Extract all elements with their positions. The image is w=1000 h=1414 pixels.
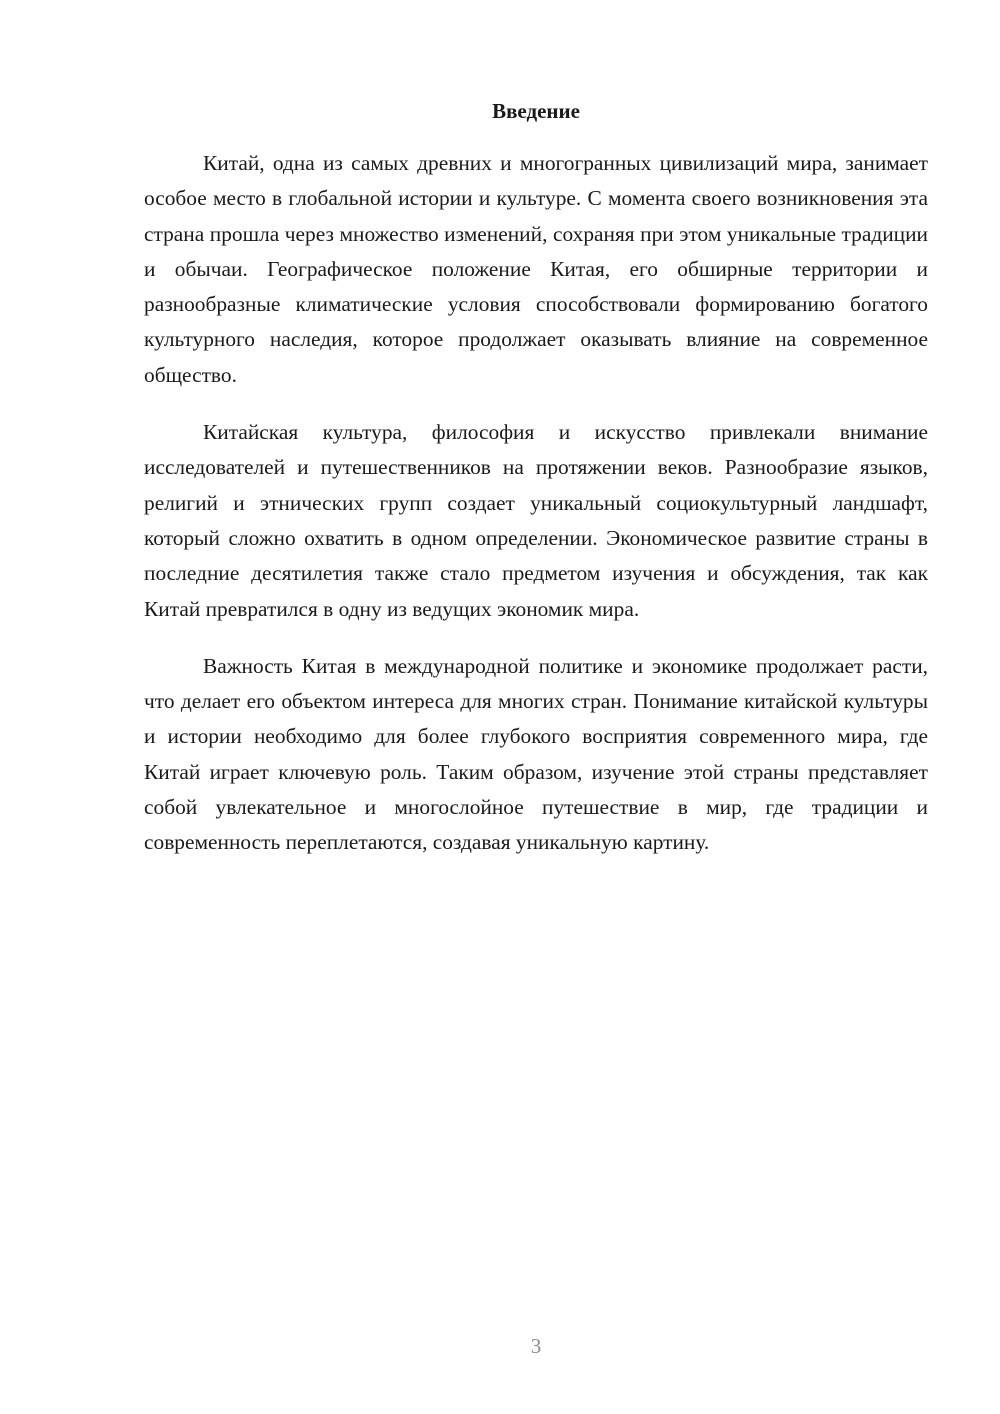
paragraph-3: Важность Китая в международной политике и экономике продолжает расти, что делает его объектом интереса для многих стран. Понимание китайской культуры и истории необходимо для более глубокого восприятия современного мира, где Китай играет ключевую роль. Таким образом, изучение этой страны представляет собой увлекательное и многослойное путешествие в мир, где традиции и современность переплетаются, создавая уникальную картину.	[144, 653, 928, 855]
page-number: 3	[530, 1334, 542, 1358]
page-content	[144, 96, 928, 883]
paragraph-2: Китайская культура, философия и искусство привлекали внимание исследователей и путешественников на протяжении веков. Разнообразие языков, религий и этнических групп создает уникальный социокультурный ландшафт, который сложно охватить в одном определении. Экономическое развитие страны в последние десятилетия также стало предметом изучения и обсуждения, так как Китай превратился в одну из ведущих экономик мира.	[144, 420, 928, 621]
paragraph-1: Китай, одна из самых древних и многогранных цивилизаций мира, занимает особое место в глобальной истории и культуре. С момента своего возникновения эта страна прошла через множество изменений, сохраняя при этом уникальные традиции и обычаи. Географическое положение Китая, его обширные территории и разнообразные климатические условия способствовали формированию богатого культурного наследия, которое продолжает оказывать влияние на современное общество.	[144, 151, 928, 387]
document-title: Введение	[492, 99, 580, 123]
